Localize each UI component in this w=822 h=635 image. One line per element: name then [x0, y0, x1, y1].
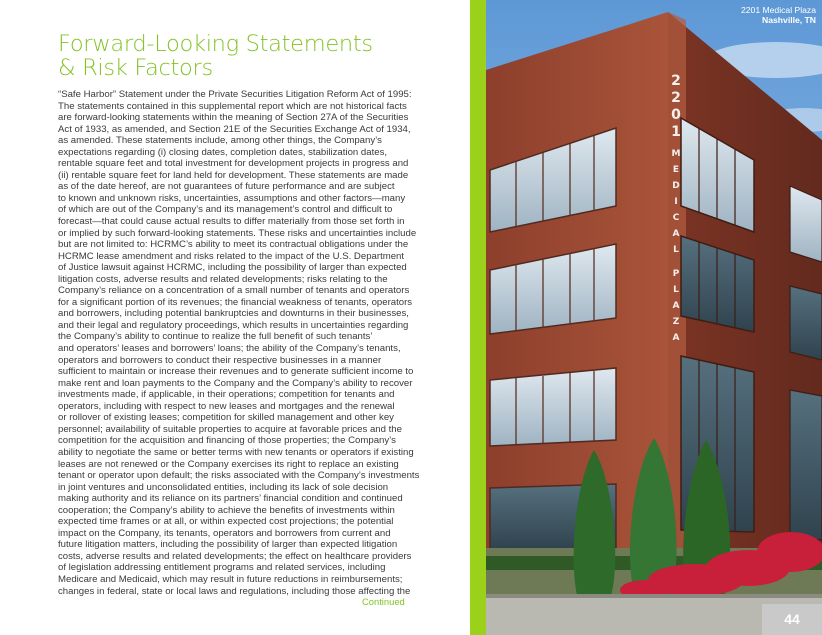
body-text-line: future litigation matters, including the possibility of larger than expected litigation — [58, 539, 398, 551]
svg-text:2: 2 — [671, 90, 681, 106]
body-text-line: as of the date hereof, are not guarantees of future performance and are subject — [58, 181, 395, 193]
svg-text:E: E — [672, 165, 680, 175]
body-text-line: are forward-looking statements within the meaning of Section 27A of the Securities — [58, 112, 409, 124]
body-text-line: the Company’s ability to continue to realize the full benefit of such tenants’ — [58, 331, 373, 343]
svg-text:A: A — [672, 229, 680, 239]
svg-text:L: L — [673, 285, 679, 295]
page-number: 44 — [762, 604, 822, 635]
body-text-line: or rollover of existing leases; competition for skilled management and other key — [58, 412, 394, 424]
body-text-line: to known and unknown risks, uncertainties, assumptions and other factors—many — [58, 192, 406, 204]
body-text-line: changes in federal, state or local laws and regulations, including those affecting the — [58, 585, 411, 597]
page-title — [58, 32, 373, 80]
body-text-line: of which are out of the Company’s and its management’s control and difficult to — [58, 204, 393, 216]
body-text-line: “Safe Harbor” Statement under the Private Securities Litigation Reform Act of 1995: — [58, 89, 412, 100]
body-text-line: rentable square feet and total investment for development projects in progress and — [58, 158, 409, 170]
caption-location: 2201 Medical Plaza — [740, 5, 816, 15]
caption-city: Nashville, TN — [762, 15, 816, 25]
body-text-line: make rent and loan payments to the Company and the Company’s ability to recover — [58, 377, 413, 389]
body-text-line: competition for the acquisition and financing of those properties; the Company’s — [58, 435, 396, 447]
svg-text:I: I — [674, 197, 678, 207]
body-text-line: Medicare and Medicaid, which may result in future reductions in reimbursements; — [58, 573, 403, 585]
body-text-line: Act of 1933, as amended, and Section 21E of the Securities Exchange Act of 1934, — [58, 123, 411, 135]
body-text-line: Company’s reliance on a concentration of a small number of tenants and operators — [58, 285, 410, 297]
body-paragraph — [58, 89, 476, 597]
body-text-line: leases are not renewed or the Company exercises its right to replace an existing — [58, 458, 399, 470]
photo-caption — [741, 5, 816, 25]
body-text-line: operators and borrowers to conduct their respective businesses in a manner — [58, 354, 382, 366]
svg-text:A: A — [672, 301, 680, 311]
body-text-line: forecast—that could cause actual results to differ materially from those set forth in — [58, 216, 405, 228]
body-text-line: and borrowers, including potential bankruptcies and downturns in their businesses, — [58, 308, 409, 320]
svg-text:M: M — [671, 149, 681, 159]
body-text-line: costs, adverse results and related developments; the effect on healthcare providers — [58, 550, 412, 562]
body-text-line: litigation costs, adverse results and related developments; risks relating to the — [58, 273, 388, 285]
svg-text:1: 1 — [671, 124, 681, 140]
svg-text:2: 2 — [671, 73, 681, 89]
body-text-line: (ii) rentable square feet for land held for development. These statements are made — [58, 169, 409, 181]
page-title-line-1: Forward-Looking Statements — [58, 31, 373, 57]
body-text-line: sufficient to maintain or increase their revenues and to generate sufficient income to — [58, 366, 414, 378]
building-photo — [486, 0, 822, 635]
body-text-line: personnel; availability of suitable properties to acquire at favorable prices and the — [58, 423, 402, 435]
building-illustration — [486, 0, 822, 635]
svg-text:A: A — [672, 333, 680, 343]
body-text-line: The statements contained in this supplemental report which are not historical facts — [58, 100, 407, 112]
svg-text:D: D — [672, 181, 680, 191]
body-text-line: tenant or operator upon default; the risks associated with the Company’s investments — [58, 470, 420, 482]
body-text-line: as amended. These statements include, among other things, the Company’s — [58, 135, 382, 147]
body-text-line: or implied by such forward-looking statements. These risks and uncertainties include — [58, 227, 417, 239]
body-text-line: making authority and its reliance on its partners’ financial condition and continued — [58, 493, 403, 505]
body-text-line: of legislation addressing entitlement programs and related services, including — [58, 562, 386, 574]
body-text-line: expected time frames or at all, or within expected cost projections; the potential — [58, 516, 394, 528]
body-text-line: cooperation; the Company’s ability to achieve the benefits of investments within — [58, 504, 395, 516]
body-text-line: operators, including with respect to new leases and mortgages and the renewal — [58, 400, 395, 412]
svg-text:L: L — [673, 245, 679, 255]
body-text-line: and operators’ leases and borrowers’ loans; the ability of the Company’s tenants, — [58, 343, 401, 355]
svg-text:0: 0 — [671, 107, 681, 123]
body-text-line: for a significant portion of its revenues; the financial weakness of tenants, operators — [58, 296, 413, 308]
body-text-line: of Justice lawsuit against HCRMC, including the possibility of larger than expected — [58, 262, 407, 274]
svg-text:P: P — [672, 269, 680, 279]
body-text-line: ability to negotiate the same or better terms with new tenants or operators if existing — [58, 446, 414, 458]
body-text-line: HCRMC lease amendment and risks related to the impact of the U.S. Department — [58, 250, 405, 262]
curb — [486, 594, 822, 598]
body-text-line: investments made, if applicable, in their operations; competition for tenants and — [58, 389, 395, 401]
body-text-line: impact on the Company, its tenants, operators and borrowers from current and — [58, 527, 391, 539]
continued-label: Continued — [362, 596, 405, 607]
svg-text:Z: Z — [672, 317, 680, 327]
body-text-line: and their legal and regulatory proceedings, which results in uncertainties regarding — [58, 319, 409, 331]
page-title-line-2: & Risk Factors — [58, 55, 213, 81]
body-text-line: expectations regarding (i) closing dates, completion dates, stabilization dates, — [58, 146, 388, 158]
svg-text:C: C — [672, 213, 680, 223]
body-text-line: but are not limited to: HCRMC’s ability to meet its contractual obligations under the — [58, 239, 409, 251]
body-text-line: in joint ventures and unconsolidated entities, including its lack of sole decision — [58, 481, 389, 493]
accent-bar — [470, 0, 486, 635]
